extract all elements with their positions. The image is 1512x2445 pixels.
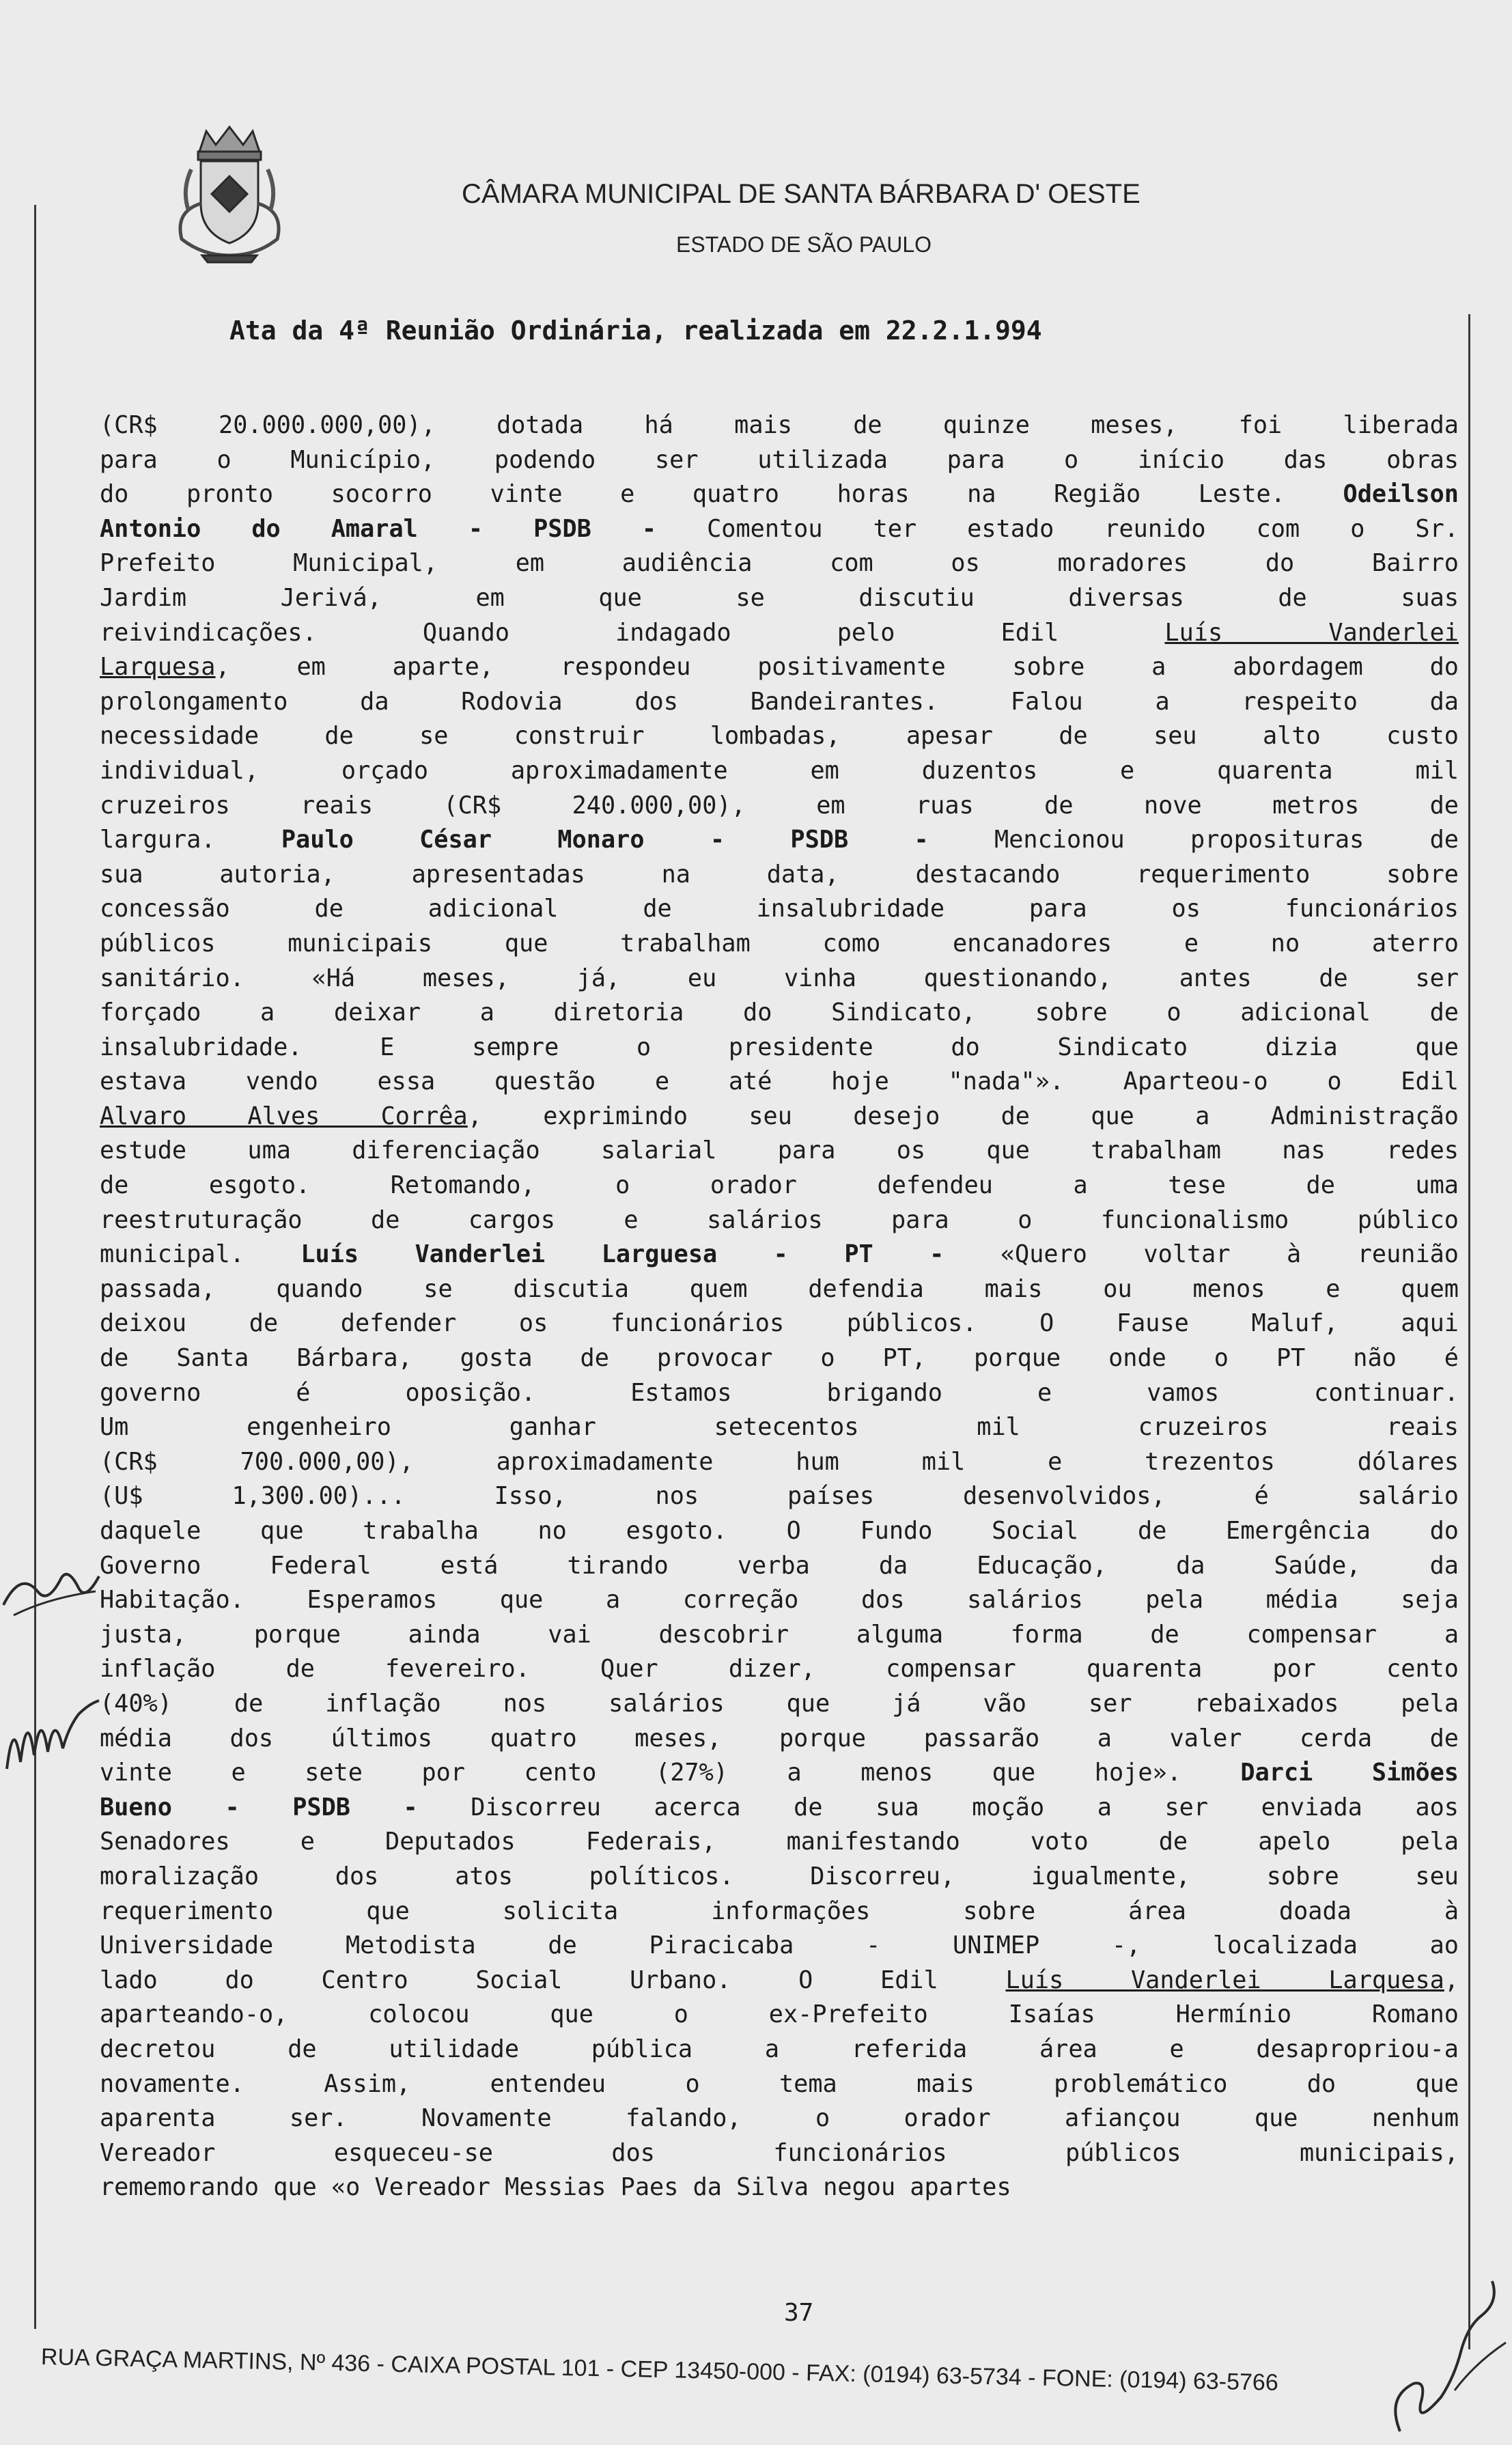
- text-line: [100, 1895, 1459, 1929]
- text-segment: Vereador esqueceu-se dos funcionários públicos municipais,: [100, 2138, 1459, 2167]
- text-segment: reestruturação de cargos e salários para o funcionalismo público: [100, 1205, 1459, 1234]
- text-line: [100, 1825, 1459, 1860]
- text-segment: rememorando que «o Vereador Messias Paes da Silva negou apartes: [100, 2173, 1011, 2202]
- right-margin-line: [1468, 314, 1470, 2349]
- text-line: [100, 996, 1459, 1031]
- text-segment: (CR$ 700.000,00), aproximadamente hum mil e trezentos dólares: [100, 1447, 1459, 1476]
- text-line: [100, 1618, 1459, 1653]
- speaker-name: Odeilson: [1343, 480, 1459, 509]
- text-segment: ,: [1444, 1966, 1459, 1994]
- text-segment: Senadores e Deputados Federais, manifestando voto de apelo pela: [100, 1828, 1459, 1856]
- text-segment: , exprimindo seu desejo de que a Administração: [467, 1102, 1459, 1130]
- text-line: [100, 1722, 1459, 1757]
- text-segment: aparenta ser. Novamente falando, o orador afiançou que nenhum: [100, 2104, 1459, 2133]
- text-line: [100, 1791, 1459, 1826]
- text-segment: municipal.: [100, 1240, 301, 1269]
- text-segment: concessão de adicional de insalubridade para os funcionários: [100, 895, 1459, 923]
- text-line: [100, 616, 1459, 651]
- text-segment: Jardim Jerivá, em que se discutiu diversas de suas: [100, 583, 1459, 612]
- text-segment: forçado a deixar a diretoria do Sindicato, sobre o adicional de: [100, 998, 1459, 1027]
- text-segment: requerimento que solicita informações sobre área doada à: [100, 1897, 1459, 1925]
- text-segment: (U$ 1,300.00)... Isso, nos países desenvolvidos, é salário: [100, 1482, 1459, 1511]
- text-segment: , em aparte, respondeu positivamente sobre a abordagem do: [215, 653, 1459, 682]
- text-line: [100, 1272, 1459, 1307]
- text-segment: aparteando-o, colocou que o ex-Prefeito Isaías Hermínio Romano: [100, 2000, 1459, 2029]
- text-line: [100, 1169, 1459, 1203]
- text-segment: de Santa Bárbara, gosta de provocar o PT, porque onde o PT não é: [100, 1344, 1459, 1373]
- text-line: [100, 546, 1459, 581]
- text-line: [100, 650, 1459, 685]
- text-line: [100, 858, 1459, 893]
- text-line: [100, 1031, 1459, 1065]
- signature-left-bottom: [0, 1687, 102, 1789]
- text-line: [100, 512, 1459, 547]
- text-segment: Governo Federal está tirando verba da Educação, da Saúde, da: [100, 1551, 1459, 1580]
- text-segment: inflação de fevereiro. Quer dizer, compensar quarenta por cento: [100, 1655, 1459, 1683]
- text-segment: daquele que trabalha no esgoto. O Fundo Social de Emergência do: [100, 1517, 1459, 1545]
- speaker-name: Luís Vanderlei Larguesa - PT -: [300, 1240, 944, 1269]
- text-line: [100, 1514, 1459, 1549]
- text-line: [100, 2101, 1459, 2136]
- underlined-name: Luís Vanderlei: [1164, 618, 1459, 647]
- text-segment: para o Município, podendo ser utilizada para o início das obras: [100, 445, 1459, 474]
- text-segment: reivindicações. Quando indagado pelo Edil: [100, 618, 1165, 647]
- header-title: CÂMARA MUNICIPAL DE SANTA BÁRBARA D' OESTE: [462, 179, 1140, 209]
- text-line: [100, 1307, 1459, 1341]
- text-line: [100, 1549, 1459, 1584]
- text-line: [100, 754, 1459, 789]
- text-segment: moralização dos atos políticos. Discorreu, igualmente, sobre seu: [100, 1862, 1459, 1890]
- signature-bottom-right: [1380, 2261, 1512, 2445]
- left-margin-line: [34, 205, 36, 2329]
- text-line: [100, 1376, 1459, 1411]
- text-line: [100, 685, 1459, 720]
- minutes-title: Ata da 4ª Reunião Ordinária, realizada em 22.2.1.994: [229, 316, 1042, 346]
- page-number: 37: [784, 2299, 814, 2327]
- text-line: [100, 443, 1459, 478]
- text-segment: vinte e sete por cento (27%) a menos que hoje».: [100, 1759, 1241, 1787]
- header-subtitle: ESTADO DE SÃO PAULO: [676, 232, 932, 257]
- text-line: [100, 1100, 1459, 1134]
- text-segment: cruzeiros reais (CR$ 240.000,00), em ruas de nove metros de: [100, 791, 1459, 820]
- minutes-body: [100, 408, 1459, 2205]
- text-segment: Discorreu acerca de sua moção a ser enviada aos: [417, 1793, 1459, 1821]
- text-line: [100, 719, 1459, 754]
- text-segment: decretou de utilidade pública a referida área e desapropriou-a: [100, 2035, 1459, 2063]
- text-segment: média dos últimos quatro meses, porque passarão a valer cerda de: [100, 1724, 1459, 1752]
- text-segment: justa, porque ainda vai descobrir alguma forma de compensar a: [100, 1620, 1459, 1649]
- text-line: [100, 1687, 1459, 1722]
- text-line: [100, 1410, 1459, 1445]
- text-line: [100, 408, 1459, 443]
- text-segment: prolongamento da Rodovia dos Bandeirantes. Falou a respeito da: [100, 687, 1459, 716]
- text-line: [100, 1203, 1459, 1238]
- text-segment: públicos municipais que trabalham como encanadores e no aterro: [100, 929, 1459, 958]
- text-line: [100, 1583, 1459, 1618]
- text-line: [100, 823, 1459, 858]
- text-line: [100, 1479, 1459, 1514]
- text-segment: largura.: [100, 826, 281, 854]
- text-segment: Comentou ter estado reunido com o Sr.: [656, 514, 1459, 543]
- text-segment: necessidade de se construir lombadas, apesar de seu alto custo: [100, 722, 1459, 751]
- speaker-name: Bueno - PSDB -: [100, 1793, 418, 1821]
- text-line: [100, 1652, 1459, 1687]
- text-line: [100, 1964, 1459, 1998]
- text-segment: deixou de defender os funcionários públicos. O Fause Maluf, aqui: [100, 1309, 1459, 1338]
- text-line: [100, 1929, 1459, 1964]
- text-segment: Um engenheiro ganhar setecentos mil cruzeiros reais: [100, 1413, 1459, 1442]
- municipal-coat-of-arms-icon: [161, 122, 298, 265]
- text-segment: Habitação. Esperamos que a correção dos salários pela média seja: [100, 1586, 1459, 1615]
- text-line: [100, 1341, 1459, 1376]
- text-segment: sua autoria, apresentadas na data, destacando requerimento sobre: [100, 860, 1459, 889]
- text-line: [100, 789, 1459, 824]
- text-line: [100, 2067, 1459, 2102]
- text-segment: estude uma diferenciação salarial para os que trabalham nas redes: [100, 1136, 1459, 1165]
- signature-left-top: [0, 1550, 102, 1632]
- text-line: [100, 477, 1459, 512]
- text-line: [100, 1134, 1459, 1169]
- speaker-name: Paulo César Monaro - PSDB -: [281, 826, 929, 854]
- text-line: [100, 927, 1459, 962]
- text-segment: do pronto socorro vinte e quatro horas na Região Leste.: [100, 480, 1343, 509]
- text-segment: sanitário. «Há meses, já, eu vinha questionando, antes de ser: [100, 964, 1459, 992]
- text-line: [100, 1998, 1459, 2032]
- text-line: [100, 1065, 1459, 1100]
- underlined-name: Alvaro Alves Corrêa: [100, 1102, 468, 1130]
- speaker-name: Antonio do Amaral - PSDB -: [100, 514, 657, 543]
- text-line: [100, 2136, 1459, 2171]
- text-segment: estava vendo essa questão e até hoje "nada"». Aparteou-o o Edil: [100, 1067, 1459, 1096]
- text-segment: Mencionou proposituras de: [928, 826, 1459, 854]
- speaker-name: Darci Simões: [1240, 1759, 1459, 1787]
- text-segment: Prefeito Municipal, em audiência com os moradores do Bairro: [100, 549, 1459, 578]
- text-segment: novamente. Assim, entendeu o tema mais problemático do que: [100, 2069, 1459, 2098]
- underlined-name: Larquesa: [100, 653, 216, 682]
- text-line: [100, 1860, 1459, 1895]
- text-segment: lado do Centro Social Urbano. O Edil: [100, 1966, 1006, 1994]
- text-line: [100, 1238, 1459, 1272]
- footer-address: RUA GRAÇA MARTINS, Nº 436 - CAIXA POSTAL 101 - CEP 13450-000 - FAX: (0194) 63-5734 - FONE: (0194) 63-5766: [40, 2344, 1279, 2396]
- underlined-name: Luís Vanderlei Larquesa: [1005, 1966, 1444, 1994]
- text-segment: de esgoto. Retomando, o orador defendeu a tese de uma: [100, 1171, 1459, 1200]
- text-line: [100, 1445, 1459, 1480]
- text-segment: Universidade Metodista de Piracicaba - UNIMEP -, localizada ao: [100, 1931, 1459, 1960]
- text-segment: passada, quando se discutia quem defendia mais ou menos e quem: [100, 1274, 1459, 1303]
- text-line: [100, 962, 1459, 996]
- text-segment: insalubridade. E sempre o presidente do Sindicato dizia que: [100, 1033, 1459, 1061]
- text-line: [100, 1756, 1459, 1791]
- text-line: [100, 581, 1459, 616]
- text-segment: individual, orçado aproximadamente em duzentos e quarenta mil: [100, 756, 1459, 785]
- text-segment: (CR$ 20.000.000,00), dotada há mais de quinze meses, foi liberada: [100, 411, 1459, 439]
- text-segment: «Quero voltar à reunião: [944, 1240, 1459, 1269]
- text-segment: (40%) de inflação nos salários que já vão ser rebaixados pela: [100, 1689, 1459, 1718]
- text-line: [100, 892, 1459, 927]
- text-segment: governo é oposição. Estamos brigando e vamos continuar.: [100, 1378, 1459, 1407]
- text-line: [100, 2032, 1459, 2067]
- text-line: [100, 2170, 1459, 2205]
